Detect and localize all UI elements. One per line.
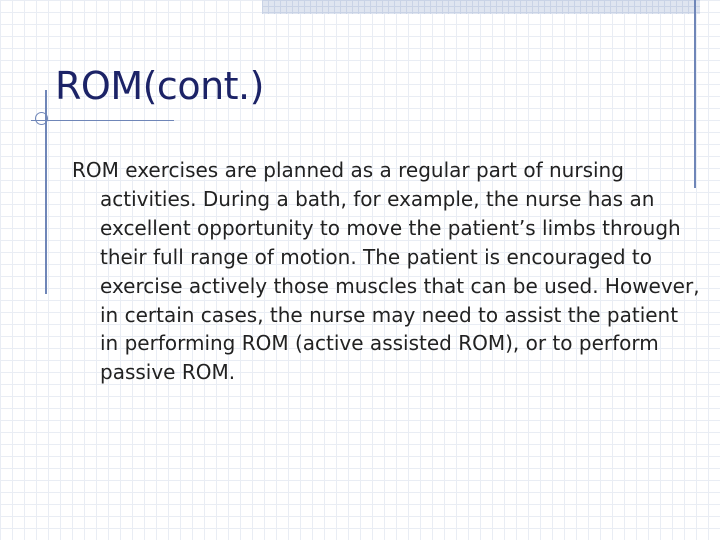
- slide-body-text: ROM exercises are planned as a regular part of nursing activities. During a bath, for example, the nurse has an excellent opportunity to move the patient’s limbs through their full range of motion. The patient is encouraged to exercise actively those muscles that can be used. However, in certain cases, the nurse may need to assist the patient in performing ROM (active assisted ROM), or to perform passive ROM.: [72, 158, 700, 385]
- slide-title: ROM(cont.): [55, 64, 264, 108]
- corner-circle-ornament: [35, 112, 48, 125]
- title-underline: [31, 120, 174, 121]
- top-decorative-band: [262, 0, 700, 14]
